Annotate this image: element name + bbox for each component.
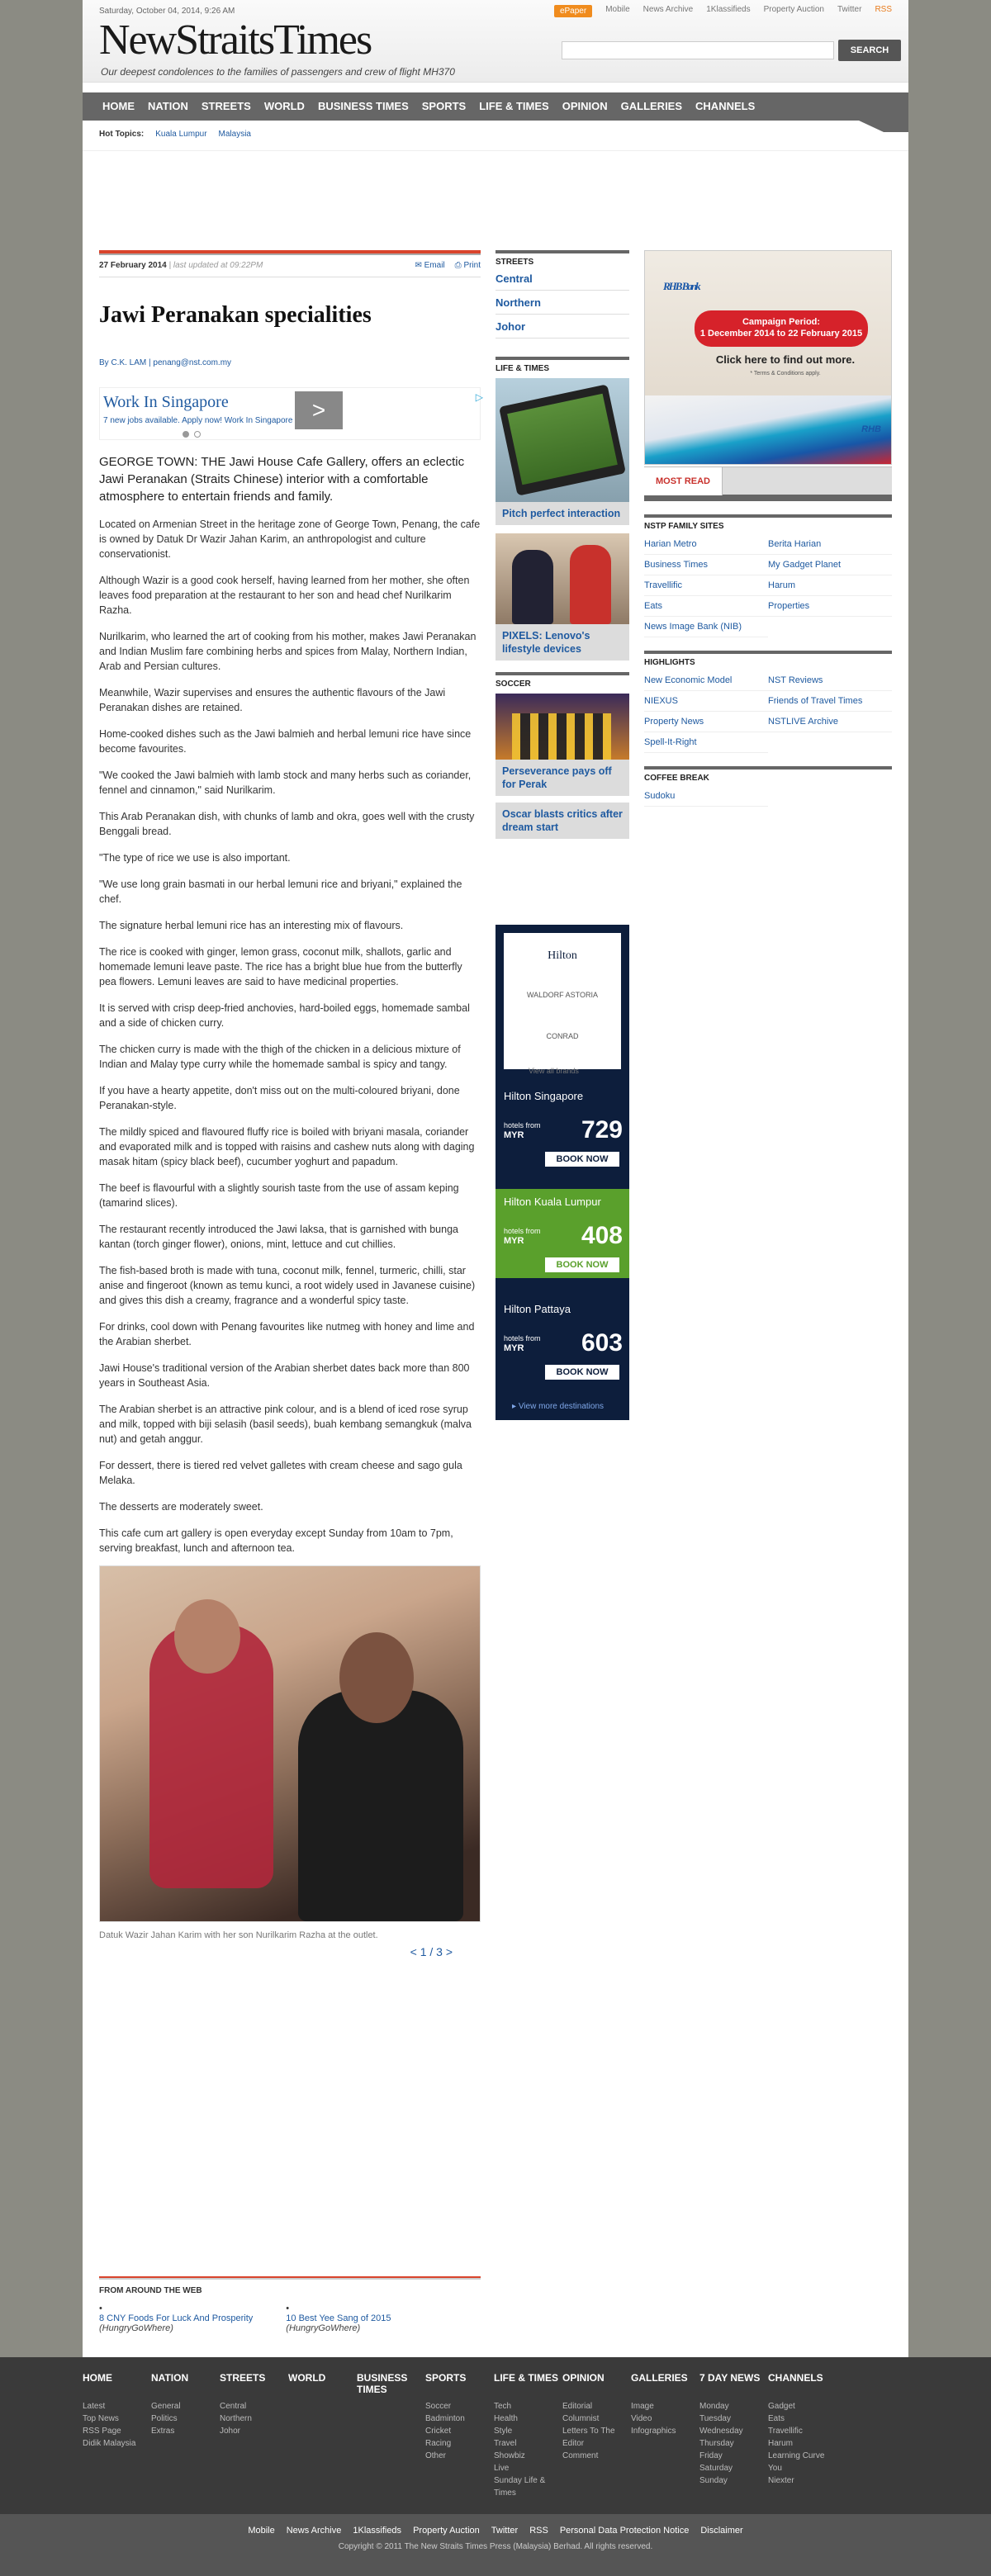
ad-arrow-button[interactable]: > (295, 391, 343, 429)
article-paragraph: The chicken curry is made with the thigh of the chicken in a delicious mixture of Indian and Malay type curry while the homemade sambal is spicy and tangy. (99, 1044, 461, 1070)
footer-link[interactable]: Northern (220, 2414, 252, 2423)
footer-link[interactable]: You (768, 2464, 782, 2473)
hilton-brands-panel[interactable] (504, 933, 621, 1075)
nav-business-times[interactable]: BUSINESS TIMES (317, 100, 409, 112)
footer-column (83, 2372, 151, 2499)
view-more-destinations-link[interactable] (512, 1402, 604, 1411)
family-site-link[interactable]: Berita Harian (768, 539, 892, 555)
footer-column (220, 2372, 288, 2499)
footer-bottom-link[interactable]: Mobile (248, 2526, 275, 2536)
email-label: Email (424, 261, 445, 270)
footer-link[interactable]: Tech (494, 2402, 512, 2411)
hot-topic-link[interactable]: Malaysia (218, 130, 251, 139)
printer-icon: ⎙ (454, 261, 464, 270)
highlight-link[interactable]: Property News (644, 717, 768, 732)
article-paragraph: It is served with crisp deep-fried anchovies, hard-boiled eggs, homemade sambal and a side of chicken curry. (99, 1002, 470, 1029)
book-now-button[interactable]: BOOK NOW (545, 1152, 619, 1167)
search-button[interactable]: SEARCH (838, 40, 901, 61)
footer-link[interactable]: Learning Curve (768, 2451, 825, 2460)
footer-bottom-link[interactable]: Personal Data Protection Notice (559, 2526, 690, 2536)
family-site-link[interactable]: Harian Metro (644, 539, 768, 555)
footer-column-heading[interactable]: BUSINESS TIMES (357, 2372, 408, 2395)
soccer-heading: SOCCER (496, 672, 629, 689)
tile-image[interactable] (496, 378, 629, 502)
footer-link[interactable]: Didik Malaysia (83, 2439, 136, 2448)
footer-column (631, 2372, 699, 2499)
article-meta (99, 255, 481, 277)
family-site-link[interactable]: News Image Bank (NIB) (644, 622, 768, 637)
nav-nation[interactable]: NATION (148, 100, 188, 112)
photo-figure (512, 550, 553, 624)
twitter-link[interactable]: Twitter (837, 5, 862, 14)
article-paragraph: The signature herbal lemuni rice has an interesting mix of flavours. (99, 920, 404, 931)
carousel-dot[interactable] (183, 431, 189, 438)
streets-heading: STREETS (496, 250, 629, 267)
byline-email-link[interactable]: penang@nst.com.my (153, 358, 232, 367)
rhb-logo: RHB Bank (663, 280, 699, 292)
footer-bottom-link[interactable]: RSS (529, 2526, 548, 2536)
footer-bottom-link[interactable]: Twitter (491, 2526, 519, 2536)
footer-column-heading[interactable]: 7 DAY NEWS (699, 2372, 761, 2384)
highlight-link[interactable]: NSTLIVE Archive (768, 717, 892, 732)
nav-channels[interactable]: CHANNELS (695, 100, 756, 112)
waldorf-logo: WALDORF ASTORIA (526, 991, 598, 999)
hilton-price: 408 (581, 1222, 623, 1249)
epaper-link[interactable]: ePaper (554, 5, 592, 17)
print-button[interactable] (455, 261, 481, 270)
footer-link[interactable]: Video (631, 2414, 652, 2423)
nav-life-times[interactable]: LIFE & TIMES (479, 100, 549, 112)
nav-galleries[interactable]: GALLERIES (620, 100, 683, 112)
mail-icon: ✉ (415, 261, 424, 270)
footer-link[interactable]: Comment (562, 2451, 599, 2460)
page (83, 0, 908, 2357)
footer-bottom-link[interactable]: News Archive (286, 2526, 342, 2536)
klassifieds-link[interactable]: 1Klassifieds (706, 5, 751, 14)
ad-carousel-dots (183, 431, 201, 438)
work-singapore-ad[interactable] (99, 387, 481, 440)
footer-column (425, 2372, 494, 2499)
article-paragraph: This cafe cum art gallery is open everyday except Sunday from 10am to 7pm, serving breakfast, lunch and afternoon tea. (99, 1527, 453, 1554)
article-paragraph: The desserts are moderately sweet. (99, 1501, 263, 1513)
coffee-break (644, 766, 892, 807)
rhb-brand-stripe (645, 395, 892, 465)
footer-link[interactable]: Gadget (768, 2402, 795, 2411)
rhb-terms: * Terms & Conditions apply. (750, 371, 821, 376)
streets-item-central[interactable]: Central (496, 267, 629, 291)
site-logo[interactable]: NewStraitsTimes (99, 17, 372, 64)
streets-item-northern[interactable]: Northern (496, 291, 629, 315)
divider (83, 150, 908, 151)
tile-image[interactable] (496, 694, 629, 760)
footer-columns (83, 2372, 837, 2499)
footer-link[interactable]: Monday (699, 2402, 729, 2411)
family-site-link[interactable]: Eats (644, 601, 768, 617)
footer-link[interactable]: Eats (768, 2414, 785, 2423)
footer-link[interactable]: Sunday (699, 2476, 728, 2485)
footer-column-heading[interactable]: WORLD (288, 2372, 326, 2384)
fromweb-source: (HungryGoWhere) (286, 2323, 361, 2333)
hilton-city: Hilton Pattaya (504, 1303, 571, 1315)
tile-caption[interactable]: Oscar blasts critics after dream start (496, 803, 629, 839)
conrad-logo: CONRAD (546, 1032, 579, 1040)
photo-pager[interactable]: < 1 / 3 > (410, 1945, 453, 1958)
tile-caption[interactable]: Perseverance pays off for Perak (496, 760, 629, 796)
byline-author: By C.K. LAM | (99, 358, 151, 367)
middle-column (496, 250, 629, 839)
footer-link[interactable]: Travellific (768, 2427, 803, 2436)
family-site-link[interactable]: Business Times (644, 560, 768, 575)
article-paragraph: The restaurant recently introduced the Jawi laksa, that is garnished with bunga kantan (torch ginger flower), onions, mint, lettuce and cut chillies. (99, 1224, 458, 1250)
article-title: Jawi Peranakan specialities (99, 302, 372, 328)
footer-link[interactable]: Editorial (562, 2402, 593, 2411)
family-site-link[interactable]: My Gadget Planet (768, 560, 892, 575)
footer-link[interactable]: Infographics (631, 2427, 676, 2436)
coffee-break-link[interactable]: Sudoku (644, 791, 768, 807)
article-paragraph: The fish-based broth is made with tuna, coconut milk, fennel, turmeric, chilli, star anise and fingeroot (known as temu kunci, a root widely used in Javanese cuisine) and gives this dish a creamy, fragrance and a wonderful spicy taste. (99, 1265, 476, 1306)
fromweb-link[interactable]: 10 Best Yee Sang of 2015 (286, 2313, 391, 2323)
campaign-pill[interactable] (695, 310, 868, 347)
footer-link[interactable]: Columnist (562, 2414, 600, 2423)
photo-figure (570, 545, 611, 624)
fromweb-title: FROM AROUND THE WEB (99, 2286, 202, 2295)
campaign-dates: 1 December 2014 to 22 February 2015 (699, 329, 863, 339)
footer-link[interactable]: Thursday (699, 2439, 734, 2448)
hotels-from-label: hotels from (504, 1334, 541, 1342)
hilton-city: Hilton Kuala Lumpur (504, 1196, 601, 1208)
nav-home[interactable]: HOME (102, 100, 135, 112)
article-lead: GEORGE TOWN: THE Jawi House Cafe Gallery, offers an eclectic Jawi Peranakan (Straits Chinese) interior with a comfortable atmosphere to entertain friends and family. (99, 455, 465, 504)
hilton-price: 729 (581, 1116, 623, 1144)
article-photo[interactable] (99, 1565, 481, 1922)
rhb-bank-ad[interactable] (644, 250, 892, 465)
footer-column-heading[interactable]: GALLERIES (631, 2372, 688, 2384)
footer-link[interactable]: Health (494, 2414, 518, 2423)
coffee-break-heading: COFFEE BREAK (644, 766, 892, 783)
article-paragraph: Nurilkarim, who learned the art of cooking from his mother, makes Jawi Peranakan and Indian Muslim fare combining herbs and spices from Malay, Northern Indian, Arab and Persian cultures. (99, 631, 477, 672)
property-auction-link[interactable]: Property Auction (763, 5, 824, 14)
footer-link[interactable]: Image (631, 2402, 654, 2411)
footer-link[interactable]: Tuesday (699, 2414, 731, 2423)
photo-caption: Datuk Wazir Jahan Karim with her son Nurilkarim Razha at the outlet. (99, 1930, 378, 1940)
footer (0, 2357, 991, 2514)
lifetimes-heading: LIFE & TIMES (496, 357, 629, 373)
nav-sports[interactable]: SPORTS (421, 100, 467, 112)
highlights (644, 651, 892, 753)
footer-link[interactable]: Harum (768, 2439, 794, 2448)
footer-link[interactable]: Live (494, 2464, 510, 2473)
family-sites-heading: NSTP FAMILY SITES (644, 514, 892, 531)
footer-link[interactable]: Saturday (699, 2464, 733, 2473)
article-paragraph: For dessert, there is tiered red velvet galletes with cream cheese and sago gula Melaka. (99, 1460, 462, 1486)
footer-links (0, 2526, 991, 2536)
article-updated: | last updated at 09:22PM (168, 261, 263, 270)
footer-link[interactable]: RSS Page (83, 2427, 121, 2436)
article-date: 27 February 2014 (99, 261, 167, 270)
email-button[interactable] (415, 261, 444, 270)
nav-ribbon (859, 121, 908, 132)
ad-subtitle[interactable]: 7 new jobs available. Apply now! Work In Singapore (103, 416, 293, 425)
arrow-icon: ▸ (512, 1402, 519, 1411)
footer-link[interactable]: Badminton (425, 2414, 465, 2423)
top-links (554, 5, 892, 17)
fromweb-item: • 8 CNY Foods For Luck And Prosperity (HungryGoWhere) (99, 2304, 254, 2333)
nav-opinion[interactable]: OPINION (562, 100, 608, 112)
article-paragraph: This Arab Peranakan dish, with chunks of lamb and okra, goes well with the crusty Benggali bread. (99, 811, 475, 837)
fromweb-accent-bar (99, 2276, 481, 2280)
hilton-logo: Hilton (548, 949, 577, 962)
footer-link[interactable]: Letters To The Editor (562, 2427, 615, 2448)
article-paragraph: Home-cooked dishes such as the Jawi balmieh and herbal lemuni rice have since become favourites. (99, 728, 472, 755)
footer-link[interactable]: Other (425, 2451, 447, 2460)
byline (99, 358, 481, 367)
book-now-button[interactable]: BOOK NOW (545, 1365, 619, 1380)
copyright: Copyright © 2011 The New Straits Times Press (Malaysia) Berhad. All rights reserved. (338, 2542, 653, 2551)
footer-column (699, 2372, 768, 2499)
nav-streets[interactable]: STREETS (201, 100, 251, 112)
streets-list (496, 267, 629, 339)
tile-caption[interactable]: PIXELS: Lenovo's lifestyle devices (496, 624, 629, 661)
footer-column (357, 2372, 425, 2499)
footer-column-heading[interactable]: LIFE & TIMES (494, 2372, 558, 2384)
from-around-web (99, 2276, 481, 2333)
currency-label: MYR (504, 1130, 524, 1140)
highlights-heading: HIGHLIGHTS (644, 651, 892, 667)
adchoices-icon[interactable]: ▷ (475, 391, 483, 403)
soccer-tile[interactable] (496, 694, 629, 839)
footer-link[interactable]: Wednesday (699, 2427, 743, 2436)
tile-image[interactable] (496, 533, 629, 624)
tile-caption[interactable]: Pitch perfect interaction (496, 502, 629, 525)
lifetimes-tile[interactable] (496, 533, 629, 661)
streets-item-johor[interactable]: Johor (496, 315, 629, 339)
footer-bottom-link[interactable]: Property Auction (413, 2526, 480, 2536)
view-more-label: View more destinations (518, 1402, 605, 1411)
article-paragraph: Although Wazir is a good cook herself, having learned from her mother, she often leaves food preparation at the restaurant to her son and head chef Nurilkarim Razha. (99, 575, 470, 616)
fromweb-link[interactable]: 8 CNY Foods For Luck And Prosperity (99, 2313, 254, 2323)
family-site-link[interactable]: Travellific (644, 580, 768, 596)
article-paragraph: The Arabian sherbet is an attractive pink colour, and is a blend of iced rose syrup and milk, topped with biji selasih (basil seeds), buah kembang semangkuk (malva nut) and getah anggur. (99, 1404, 472, 1445)
currency-label: MYR (504, 1236, 524, 1246)
footer-bottom-bar (0, 2514, 991, 2576)
article-paragraph: "We cooked the Jawi balmieh with lamb stock and many herbs such as coriander, fennel and cinnamon," said Nurilkarim. (99, 769, 472, 796)
players-shape (512, 713, 611, 760)
hilton-ad[interactable] (496, 925, 629, 1420)
article-paragraph: If you have a hearty appetite, don't miss out on the multi-coloured briyani, done Peranakan-style. (99, 1085, 460, 1111)
lifetimes-tile[interactable] (496, 378, 629, 525)
right-column (644, 250, 892, 807)
footer-link[interactable]: Sunday Life & Times (494, 2476, 546, 2498)
footer-link[interactable]: Extras (151, 2427, 175, 2436)
book-now-button[interactable]: BOOK NOW (545, 1257, 619, 1272)
search-input[interactable] (562, 41, 834, 59)
footer-link[interactable]: Racing (425, 2439, 452, 2448)
rss-link[interactable]: RSS (875, 5, 892, 14)
hotels-from-label: hotels from (504, 1121, 541, 1129)
highlight-link[interactable]: Friends of Travel Times (768, 696, 892, 712)
footer-link[interactable]: Travel (494, 2439, 517, 2448)
news-archive-link[interactable]: News Archive (642, 5, 694, 14)
fromweb-item: • 10 Best Yee Sang of 2015 (HungryGoWhere) (286, 2304, 391, 2333)
article-paragraph: For drinks, cool down with Penang favourites like nutmeg with honey and lime and the Arabian sherbet. (99, 1321, 475, 1347)
highlight-link[interactable]: NST Reviews (768, 675, 892, 691)
photo-figure (174, 1599, 240, 1674)
article-paragraph: The beef is flavourful with a slightly sourish taste from the use of assam keping (tamarind slices). (99, 1182, 459, 1209)
article-paragraph: "We use long grain basmati in our herbal lemuni rice and briyani," explained the chef. (99, 878, 462, 905)
article (99, 250, 481, 1958)
footer-link[interactable]: Latest (83, 2402, 106, 2411)
footer-column (494, 2372, 562, 2499)
hot-topic-link[interactable]: Kuala Lumpur (155, 130, 207, 139)
footer-column (151, 2372, 220, 2499)
footer-bottom-link[interactable]: Disclaimer (700, 2526, 743, 2536)
most-read-bar (644, 495, 892, 501)
hilton-city: Hilton Singapore (504, 1090, 584, 1102)
carousel-dot[interactable] (194, 431, 201, 438)
article-paragraph: "The type of rice we use is also important. (99, 852, 291, 864)
footer-link[interactable]: General (151, 2402, 181, 2411)
article-paragraph: Jawi House's traditional version of the Arabian sherbet dates back more than 800 years in Southeast Asia. (99, 1362, 470, 1389)
article-paragraph: The rice is cooked with ginger, lemon grass, coconut milk, shallots, garlic and homemade lemuni leave paste. The rice has a bright blue hue from the butterfly pea flowers. Lemuni leaves are said to have medicinal properties. (99, 946, 462, 987)
footer-column-heading[interactable]: STREETS (220, 2372, 266, 2384)
footer-column-heading[interactable]: CHANNELS (768, 2372, 823, 2384)
footer-column-heading[interactable]: HOME (83, 2372, 112, 2384)
footer-link[interactable]: Style (494, 2427, 513, 2436)
highlight-link[interactable]: New Economic Model (644, 675, 768, 691)
footer-column (562, 2372, 631, 2499)
currency-label: MYR (504, 1343, 524, 1353)
article-paragraph: Meanwhile, Wazir supervises and ensures the authentic flavours of the Jawi Peranakan dishes are retained. (99, 687, 446, 713)
article-paragraph: Located on Armenian Street in the heritage zone of George Town, Penang, the cafe is owned by Datuk Dr Wazir Jahan Karim, an anthropologist and culture conservationist. (99, 519, 481, 560)
rhb-cta[interactable]: Click here to find out more. (715, 353, 856, 366)
footer-link[interactable]: Top News (83, 2414, 119, 2423)
hot-topics-label: Hot Topics: (99, 130, 145, 139)
highlight-link[interactable]: NIEXUS (644, 696, 768, 712)
footer-link[interactable]: Central (220, 2402, 247, 2411)
article-paragraph: The mildly spiced and flavoured fluffy rice is boiled with briyani masala, coriander and evaporated milk and is topped with raisins and cashew nuts along with daging masak hitam (spicy black beef), cucumber yoghurt and papadum. (99, 1126, 475, 1167)
footer-column (768, 2372, 837, 2499)
family-site-link[interactable]: Harum (768, 580, 892, 596)
footer-link[interactable]: Cricket (425, 2427, 452, 2436)
ad-title[interactable]: Work In Singapore (103, 393, 229, 411)
footer-column-heading[interactable]: OPINION (562, 2372, 605, 2384)
view-brands-link[interactable]: View all brands (529, 1067, 579, 1075)
footer-link[interactable]: Soccer (425, 2402, 452, 2411)
masthead (83, 0, 908, 83)
family-site-link[interactable]: Properties (768, 601, 892, 617)
article-body (99, 517, 481, 1556)
nav-world[interactable]: WORLD (263, 100, 305, 112)
tab-most-read[interactable]: MOST READ (644, 467, 723, 495)
footer-column-heading[interactable]: SPORTS (425, 2372, 467, 2384)
photo-figure (298, 1690, 463, 1921)
family-sites (644, 514, 892, 637)
tagline: Our deepest condolences to the families of passengers and crew of flight MH370 (101, 66, 455, 78)
footer-link[interactable]: Showbiz (494, 2451, 525, 2460)
footer-link[interactable]: Politics (151, 2414, 178, 2423)
hot-topics (99, 130, 251, 139)
campaign-title: Campaign Period: (742, 317, 821, 327)
footer-link[interactable]: Niexter (768, 2476, 794, 2485)
main-nav (83, 92, 908, 121)
mobile-link[interactable]: Mobile (605, 5, 630, 14)
footer-link[interactable]: Friday (699, 2451, 723, 2460)
footer-column-heading[interactable]: NATION (151, 2372, 189, 2384)
fromweb-source: (HungryGoWhere) (99, 2323, 173, 2333)
footer-bottom-link[interactable]: 1Klassifieds (353, 2526, 402, 2536)
header-date: Saturday, October 04, 2014, 9:26 AM (99, 7, 235, 16)
footer-column (288, 2372, 357, 2499)
most-read-tabs (644, 466, 892, 495)
rhb-logo-small: RHB (861, 424, 881, 434)
print-label: Print (463, 261, 481, 270)
hilton-price: 603 (581, 1329, 623, 1357)
photo-figure (339, 1632, 414, 1723)
highlight-link[interactable]: Spell-It-Right (644, 737, 768, 753)
footer-link[interactable]: Johor (220, 2427, 241, 2436)
hotels-from-label: hotels from (504, 1227, 541, 1235)
